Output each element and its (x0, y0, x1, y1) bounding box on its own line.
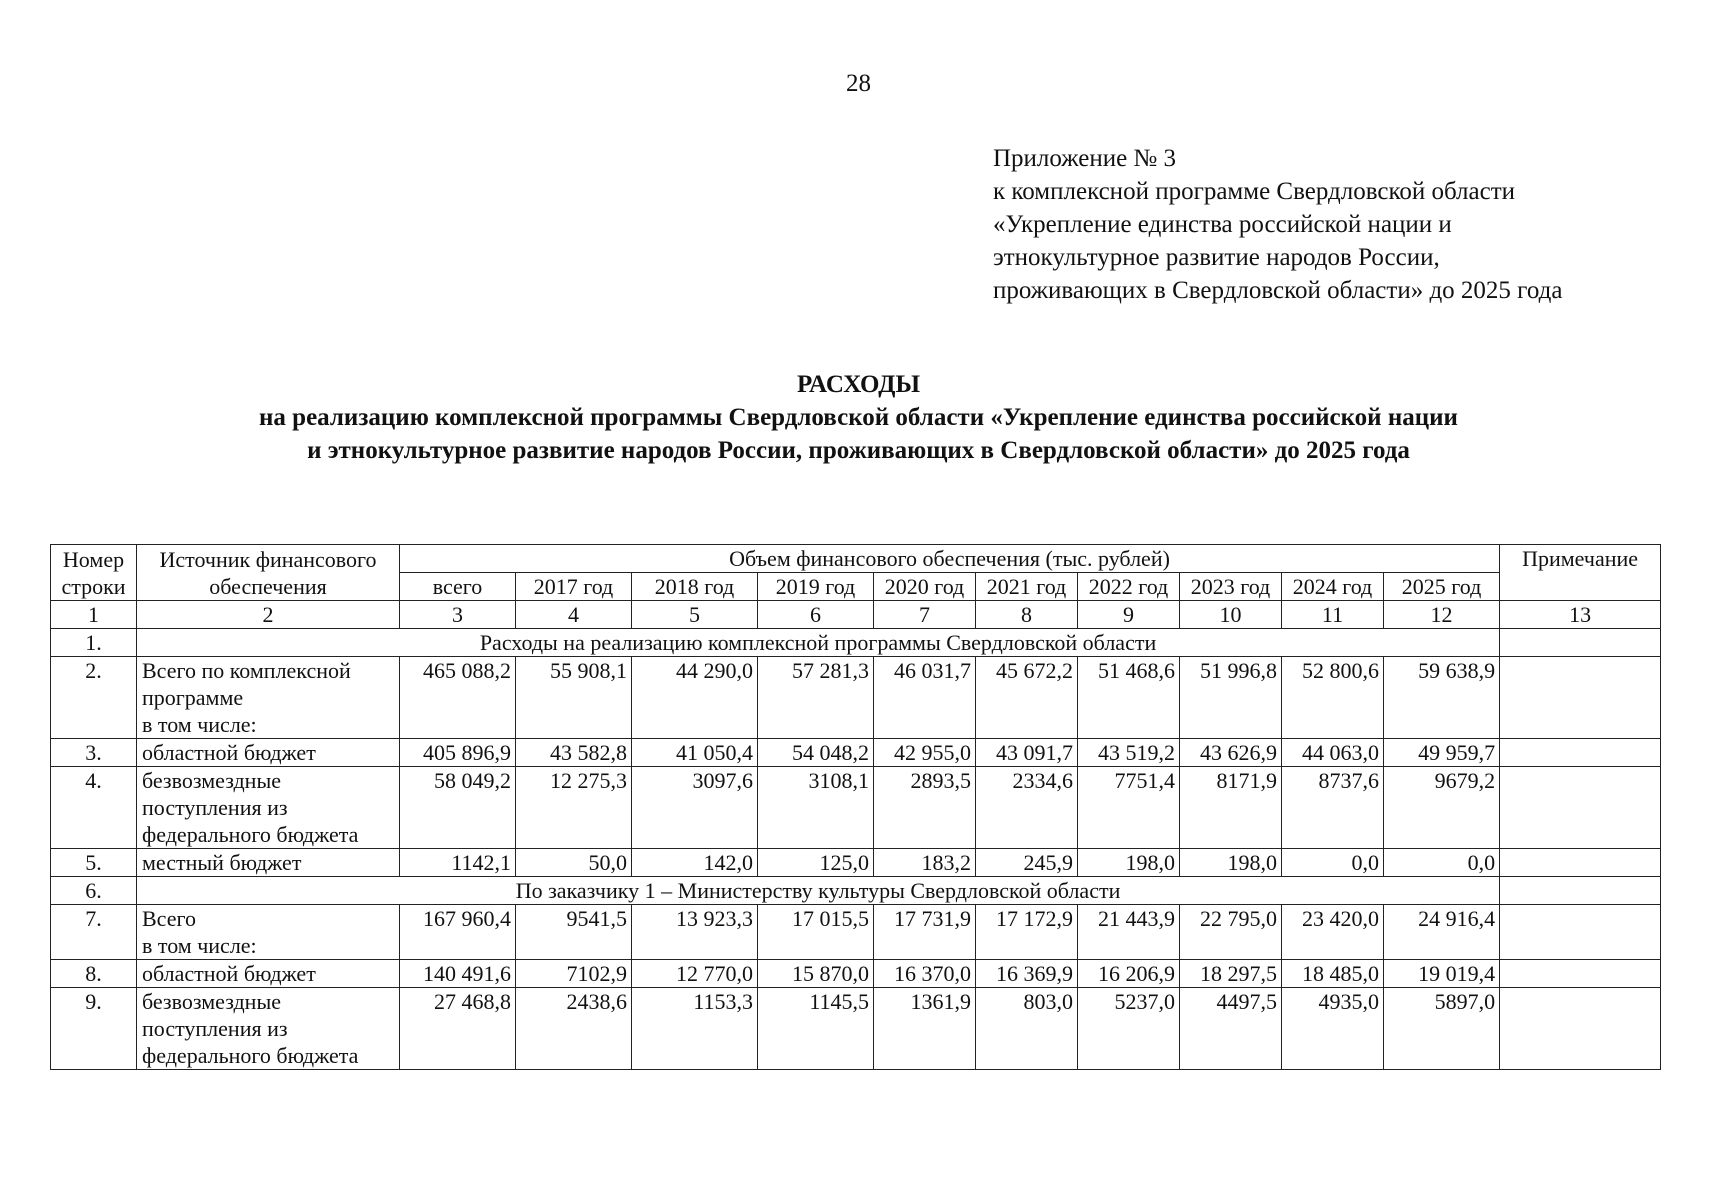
appendix-line: «Укрепление единства российской нации и (993, 211, 1452, 238)
appendix-note (993, 142, 1693, 307)
source-line: поступления из (142, 795, 288, 820)
value-year: 125,0 (758, 849, 874, 877)
note-cell (1500, 739, 1661, 767)
value-year: 803,0 (976, 988, 1078, 1070)
note-cell (1500, 877, 1661, 905)
value-year: 21 443,9 (1078, 905, 1180, 960)
source-cell (137, 849, 400, 877)
value-total: 1142,1 (400, 849, 516, 877)
column-index: 10 (1180, 601, 1282, 629)
value-year: 9541,5 (516, 905, 632, 960)
value-total: 465 088,2 (400, 657, 516, 739)
note-cell (1500, 988, 1661, 1070)
column-index: 12 (1384, 601, 1500, 629)
value-year: 49 959,7 (1384, 739, 1500, 767)
table-row (51, 960, 1661, 988)
table-row (51, 849, 1661, 877)
appendix-line: к комплексной программе Свердловской области (993, 178, 1516, 205)
value-year: 12 275,3 (516, 767, 632, 849)
row-number: 5. (51, 849, 137, 877)
value-year: 43 519,2 (1078, 739, 1180, 767)
value-year: 198,0 (1180, 849, 1282, 877)
value-year: 18 297,5 (1180, 960, 1282, 988)
value-year: 142,0 (632, 849, 758, 877)
source-line: в том числе: (142, 712, 257, 737)
value-year: 3097,6 (632, 767, 758, 849)
value-year: 50,0 (516, 849, 632, 877)
value-year: 52 800,6 (1282, 657, 1384, 739)
value-year: 2334,6 (976, 767, 1078, 849)
appendix-line: этнокультурное развитие народов России, (993, 244, 1440, 271)
source-cell (137, 988, 400, 1070)
header-text: строки (61, 573, 126, 599)
title-line: и этнокультурное развитие народов России, проживающих в Свердловской области» до 2025 года (307, 437, 1410, 464)
note-cell (1500, 629, 1661, 657)
value-year: 44 063,0 (1282, 739, 1384, 767)
value-year: 2438,6 (516, 988, 632, 1070)
row-number: 8. (51, 960, 137, 988)
page-number: 28 (846, 70, 871, 97)
column-index: 6 (758, 601, 874, 629)
source-line: местный бюджет (142, 850, 302, 875)
header-year: 2021 год (976, 573, 1078, 601)
source-line: безвозмездные (142, 989, 282, 1014)
document-title (0, 368, 1717, 467)
note-cell (1500, 849, 1661, 877)
value-year: 45 672,2 (976, 657, 1078, 739)
value-year: 17 731,9 (874, 905, 976, 960)
source-cell (137, 657, 400, 739)
value-total: 405 896,9 (400, 739, 516, 767)
note-cell (1500, 905, 1661, 960)
table-body (51, 601, 1661, 1070)
value-total: 27 468,8 (400, 988, 516, 1070)
header-year: 2023 год (1180, 573, 1282, 601)
source-cell (137, 960, 400, 988)
title-main: РАСХОДЫ (796, 371, 921, 398)
value-year: 51 996,8 (1180, 657, 1282, 739)
value-year: 44 290,0 (632, 657, 758, 739)
value-year: 59 638,9 (1384, 657, 1500, 739)
header-note: Примечание (1500, 545, 1661, 601)
column-index: 4 (516, 601, 632, 629)
header-text: Источник финансового (159, 546, 377, 572)
source-line: областной бюджет (142, 740, 316, 765)
row-number: 3. (51, 739, 137, 767)
value-year: 16 206,9 (1078, 960, 1180, 988)
header-year: 2017 год (516, 573, 632, 601)
value-year: 16 370,0 (874, 960, 976, 988)
value-year: 5237,0 (1078, 988, 1180, 1070)
value-year: 22 795,0 (1180, 905, 1282, 960)
source-line: Всего (142, 906, 196, 931)
table-row (51, 739, 1661, 767)
value-year: 54 048,2 (758, 739, 874, 767)
title-line: на реализацию комплексной программы Свердловской области «Укрепление единства российской нации (259, 404, 1458, 431)
value-year: 42 955,0 (874, 739, 976, 767)
expenses-table-container (50, 544, 1660, 1070)
value-year: 13 923,3 (632, 905, 758, 960)
column-index: 3 (400, 601, 516, 629)
source-cell (137, 767, 400, 849)
value-year: 15 870,0 (758, 960, 874, 988)
value-year: 4935,0 (1282, 988, 1384, 1070)
header-row (51, 545, 1661, 573)
note-cell (1500, 657, 1661, 739)
value-year: 3108,1 (758, 767, 874, 849)
header-year: 2019 год (758, 573, 874, 601)
column-index: 7 (874, 601, 976, 629)
value-total: 140 491,6 (400, 960, 516, 988)
column-index: 13 (1500, 601, 1661, 629)
section-title: Расходы на реализацию комплексной программы Свердловской области (137, 629, 1500, 657)
row-number: 6. (51, 877, 137, 905)
value-year: 1153,3 (632, 988, 758, 1070)
appendix-line: Приложение № 3 (993, 145, 1177, 172)
column-index: 1 (51, 601, 137, 629)
table-row (51, 657, 1661, 739)
row-number: 1. (51, 629, 137, 657)
value-year: 43 091,7 (976, 739, 1078, 767)
column-index-row (51, 601, 1661, 629)
value-year: 0,0 (1384, 849, 1500, 877)
section-row (51, 877, 1661, 905)
header-text: обеспечения (209, 573, 327, 599)
column-index: 5 (632, 601, 758, 629)
value-year: 7751,4 (1078, 767, 1180, 849)
value-year: 198,0 (1078, 849, 1180, 877)
value-year: 183,2 (874, 849, 976, 877)
column-index: 9 (1078, 601, 1180, 629)
section-row (51, 629, 1661, 657)
value-year: 17 172,9 (976, 905, 1078, 960)
value-year: 23 420,0 (1282, 905, 1384, 960)
value-year: 12 770,0 (632, 960, 758, 988)
source-line: безвозмездные (142, 768, 282, 793)
source-line: Всего по комплексной (142, 658, 351, 683)
value-year: 245,9 (976, 849, 1078, 877)
row-number: 2. (51, 657, 137, 739)
header-year: 2024 год (1282, 573, 1384, 601)
value-year: 1361,9 (874, 988, 976, 1070)
value-year: 0,0 (1282, 849, 1384, 877)
column-index: 2 (137, 601, 400, 629)
value-total: 58 049,2 (400, 767, 516, 849)
source-cell (137, 905, 400, 960)
source-line: федерального бюджета (142, 1043, 359, 1068)
header-year: 2020 год (874, 573, 976, 601)
table-row (51, 988, 1661, 1070)
header-year: всего (400, 573, 516, 601)
value-year: 16 369,9 (976, 960, 1078, 988)
value-year: 43 582,8 (516, 739, 632, 767)
source-line: областной бюджет (142, 961, 316, 986)
note-cell (1500, 960, 1661, 988)
source-cell (137, 739, 400, 767)
header-row-number (51, 545, 137, 601)
value-year: 5897,0 (1384, 988, 1500, 1070)
row-number: 4. (51, 767, 137, 849)
header-year: 2022 год (1078, 573, 1180, 601)
value-year: 43 626,9 (1180, 739, 1282, 767)
header-source (137, 545, 400, 601)
value-year: 8737,6 (1282, 767, 1384, 849)
value-year: 7102,9 (516, 960, 632, 988)
note-cell (1500, 767, 1661, 849)
source-line: программе (142, 685, 244, 710)
appendix-line: проживающих в Свердловской области» до 2025 года (993, 277, 1563, 304)
value-year: 55 908,1 (516, 657, 632, 739)
value-year: 8171,9 (1180, 767, 1282, 849)
source-line: поступления из (142, 1016, 288, 1041)
value-year: 51 468,6 (1078, 657, 1180, 739)
source-line: федерального бюджета (142, 822, 359, 847)
value-year: 57 281,3 (758, 657, 874, 739)
value-year: 4497,5 (1180, 988, 1282, 1070)
value-year: 2893,5 (874, 767, 976, 849)
table-row (51, 767, 1661, 849)
header-text: Номер (62, 546, 125, 572)
value-year: 17 015,5 (758, 905, 874, 960)
value-year: 41 050,4 (632, 739, 758, 767)
row-number: 9. (51, 988, 137, 1070)
table-row (51, 905, 1661, 960)
value-year: 18 485,0 (1282, 960, 1384, 988)
column-index: 11 (1282, 601, 1384, 629)
value-year: 46 031,7 (874, 657, 976, 739)
header-year: 2025 год (1384, 573, 1500, 601)
value-year: 24 916,4 (1384, 905, 1500, 960)
row-number: 7. (51, 905, 137, 960)
value-year: 9679,2 (1384, 767, 1500, 849)
value-year: 19 019,4 (1384, 960, 1500, 988)
value-total: 167 960,4 (400, 905, 516, 960)
value-year: 1145,5 (758, 988, 874, 1070)
section-title: По заказчику 1 – Министерству культуры Свердловской области (137, 877, 1500, 905)
header-volume: Объем финансового обеспечения (тыс. рублей) (400, 545, 1500, 573)
header-year: 2018 год (632, 573, 758, 601)
column-index: 8 (976, 601, 1078, 629)
source-line: в том числе: (142, 933, 257, 958)
expenses-table (50, 544, 1661, 1070)
